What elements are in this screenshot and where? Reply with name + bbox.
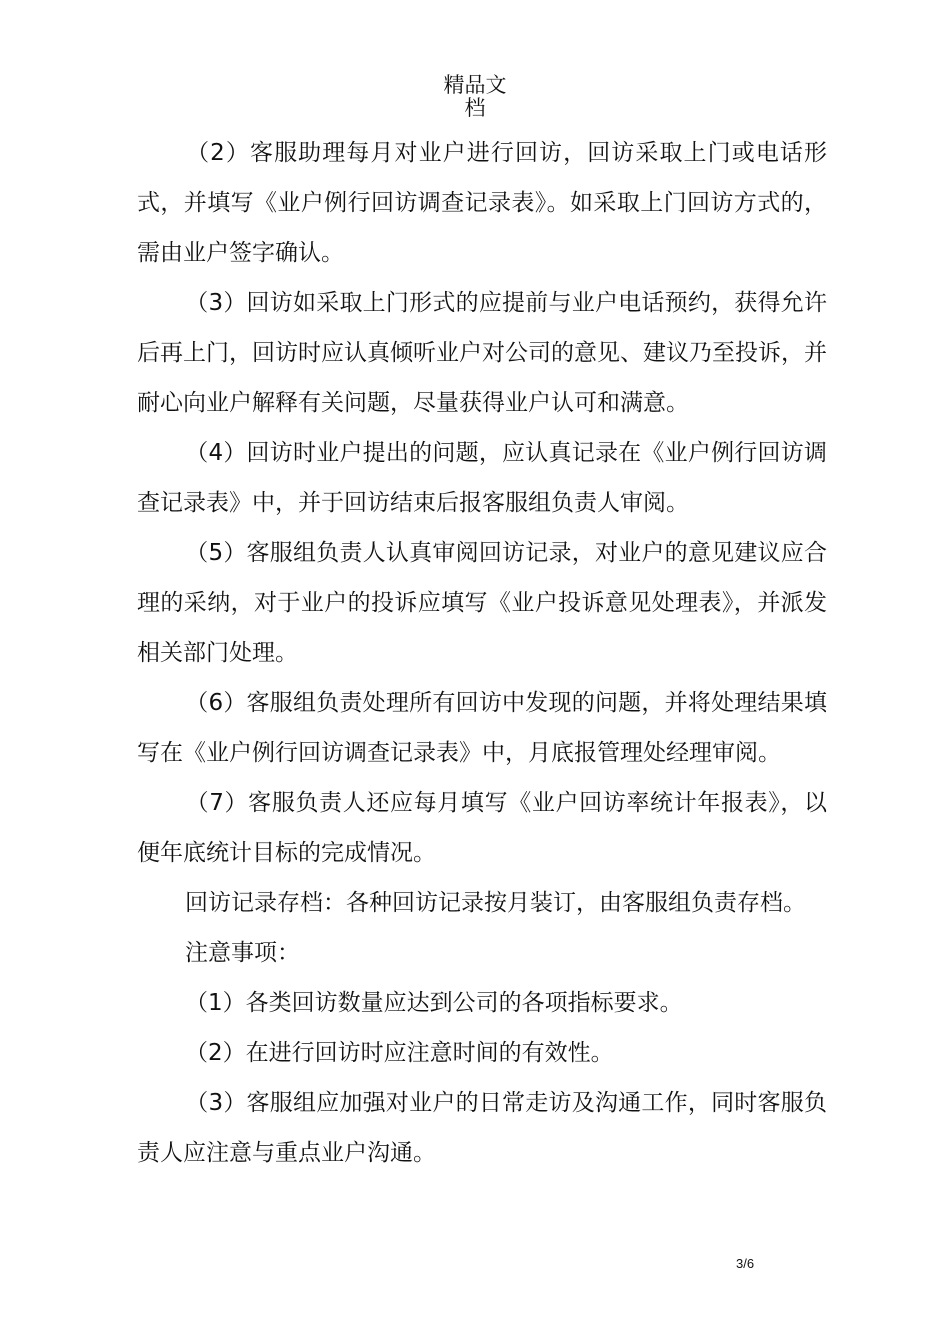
paragraph-archive xyxy=(137,878,827,928)
note-item-2 xyxy=(137,1028,827,1078)
paragraph-text: 回访记录存档：各种回访记录按月装订，由客服组负责存档。 xyxy=(185,890,806,916)
page-header-line-2: 档 xyxy=(464,96,486,120)
paragraph-text: （4）回访时业户提出的问题，应认真记录在《业户例行回访调查记录表》中，并于回访结束后报客服组负责人审阅。 xyxy=(137,440,827,516)
note-item-3 xyxy=(137,1078,827,1178)
paragraph-text: （7）客服负责人还应每月填写《业户回访率统计年报表》，以便年底统计目标的完成情况。 xyxy=(137,790,827,866)
paragraph-text: 注意事项： xyxy=(185,940,300,966)
paragraph-text: （6）客服组负责处理所有回访中发现的问题，并将处理结果填写在《业户例行回访调查记录表》中，月底报管理处经理审阅。 xyxy=(137,690,827,766)
paragraph-text: （1）各类回访数量应达到公司的各项指标要求。 xyxy=(185,990,683,1016)
paragraph-item-3 xyxy=(137,278,827,428)
page-number: 3/6 xyxy=(736,1256,755,1271)
paragraph-item-5 xyxy=(137,528,827,678)
paragraph-text: （3）回访如采取上门形式的应提前与业户电话预约，获得允许后再上门，回访时应认真倾听业户对公司的意见、建议乃至投诉，并耐心向业户解释有关问题，尽量获得业户认可和满意。 xyxy=(137,290,827,416)
paragraph-text: （5）客服组负责人认真审阅回访记录，对业户的意见建议应合理的采纳，对于业户的投诉应填写《业户投诉意见处理表》，并派发相关部门处理。 xyxy=(137,540,827,666)
paragraph-text: （2）客服助理每月对业户进行回访，回访采取上门或电话形式，并填写《业户例行回访调查记录表》。如采取上门回访方式的，需由业户签字确认。 xyxy=(137,140,827,266)
paragraph-item-4 xyxy=(137,428,827,528)
paragraph-item-7 xyxy=(137,778,827,878)
note-item-1 xyxy=(137,978,827,1028)
paragraph-text: （2）在进行回访时应注意时间的有效性。 xyxy=(185,1040,614,1066)
paragraph-item-2 xyxy=(137,128,827,278)
notes-heading xyxy=(137,928,827,978)
paragraph-item-6 xyxy=(137,678,827,778)
paragraph-text: （3）客服组应加强对业户的日常走访及沟通工作，同时客服负责人应注意与重点业户沟通。 xyxy=(137,1090,827,1166)
page-header-line-1: 精品文 xyxy=(443,73,507,97)
